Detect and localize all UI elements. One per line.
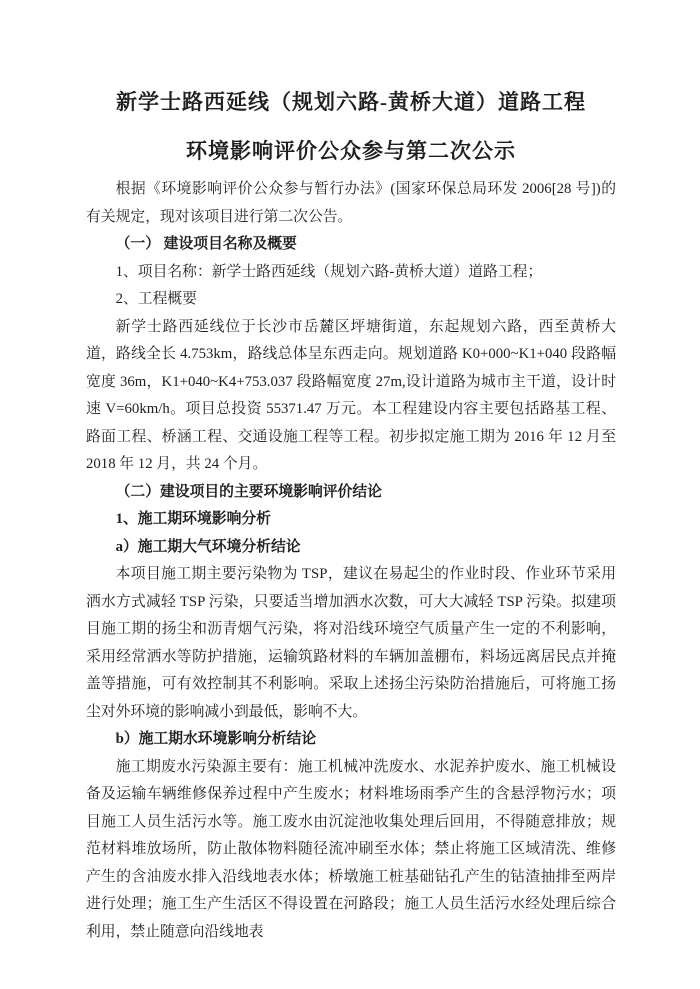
construction-period-heading: 1、施工期环境影响分析 (115, 511, 271, 527)
project-name-item: 1、项目名称：新学士路西延线（规划六路-黄桥大道）道路工程； (115, 263, 543, 280)
air-environment-paragraph: 本项目施工期主要污染物为 TSP，建议在易起尘的作业时段、作业环节采用洒水方式减轻 TSP 污染，只要适当增加洒水次数，可大大减轻 TSP 污染。拟建项目施工期的扬尘和沥青烟气污染，将对沿线环境空气质量产生一定的不利影响，采用经常洒水等防护措施，运输筑路材料的车辆加盖棚布，料场远离居民点并掩盖等措施，可有效控制其不利影响。采取上述扬尘污染防治措施后，可将施工扬尘对外环境的影响减小到最低，影响不大。 (86, 566, 616, 720)
document-title (86, 78, 616, 176)
document-body (86, 176, 616, 946)
project-overview-item: 2、工程概要 (115, 291, 197, 307)
intro-paragraph: 根据《环境影响评价公众参与暂行办法》(国家环保总局环发 2006[28 号])的有关规定，现对该项目进行第二次公告。 (86, 181, 616, 225)
section-1-heading: （一） 建设项目名称及概要 (115, 236, 297, 252)
water-environment-paragraph: 施工期废水污染源主要有：施工机械冲洗废水、水泥养护废水、施工机械设备及运输车辆维修保养过程中产生废水；材料堆场雨季产生的含悬浮物污水；项目施工人员生活污水等。施工废水由沉淀池收集处理后回用，不得随意排放；规范材料堆放场所，防止散体物料随径流冲刷至水体；禁止将施工区域清洗、维修产生的含油废水排入沿线地表水体；桥墩施工桩基础钻孔产生的钻渣抽排至两岸进行处理；施工生产生活区不得设置在河路段；施工人员生活污水经处理后综合利用，禁止随意向沿线地表 (86, 758, 616, 940)
section-2-heading: （二）建设项目的主要环境影响评价结论 (115, 483, 382, 500)
air-environment-heading: a）施工期大气环境分析结论 (115, 538, 301, 555)
document-content (86, 78, 616, 946)
project-overview-paragraph: 新学士路西延线位于长沙市岳麓区坪塘街道，东起规划六路，西至黄桥大道，路线全长 4.753km，路线总体呈东西走向。规划道路 K0+000~K1+040 段路幅宽度 36m，K1+040~K4+753.037 段路幅宽度 27m,设计道路为城市主干道，设计时速 V=60km/h。项目总投资 55371.47 万元。本工程建设内容主要包括路基工程、路面工程、桥涵工程、交通设施工程等工程。初步拟定施工期为 2016 年 12 月至 2018 年 12 月，共 24 个月。 (86, 318, 616, 472)
water-environment-heading: b）施工期水环境影响分析结论 (115, 731, 317, 747)
document-title-line-2: 环境影响评价公众参与第二次公示 (186, 139, 516, 163)
document-title-line-1: 新学士路西延线（规划六路-黄桥大道）道路工程 (116, 90, 586, 114)
